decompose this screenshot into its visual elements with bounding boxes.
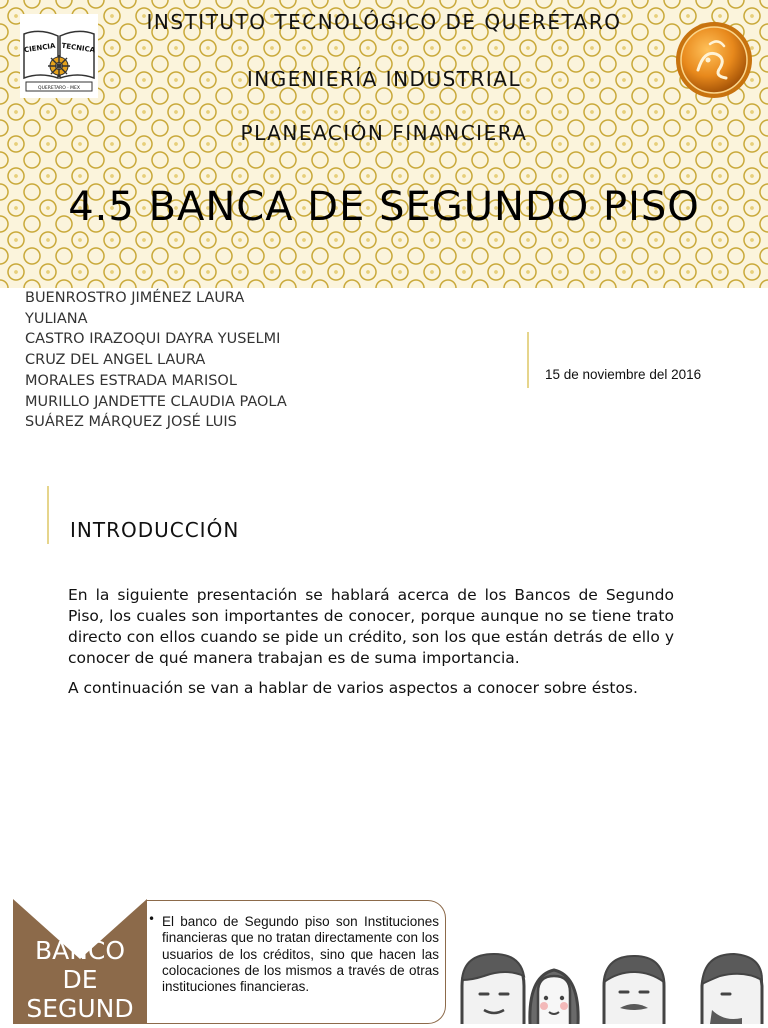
presentation-date: 15 de noviembre del 2016 — [545, 367, 702, 382]
author-name: CASTRO IRAZOQUI DAYRA YUSELMI — [25, 331, 281, 348]
man-mustache-icon — [604, 956, 664, 1024]
accent-divider — [527, 332, 529, 388]
author-name: BUENROSTRO JIMÉNEZ LAURA — [25, 290, 245, 306]
logo-text-queretaro: QUERETARO · MEX — [38, 86, 80, 91]
intro-paragraph: A continuación se van a hablar de varios aspectos a conocer sobre éstos. — [68, 679, 638, 697]
logo-text-ciencia: CIENCIA — [23, 41, 56, 55]
author-name: MORALES ESTRADA MARISOL — [25, 372, 237, 389]
career-name: INGENIERÍA INDUSTRIAL — [246, 67, 522, 91]
bank-label-line: BANCO — [34, 936, 126, 965]
bank-label-text — [0, 936, 160, 1023]
bullet-icon: • — [148, 912, 156, 926]
intro-body — [68, 585, 674, 708]
subject-name: PLANEACIÓN FINANCIERA — [240, 121, 528, 145]
author-name: YULIANA — [25, 310, 88, 327]
author-name: CRUZ DEL ANGEL LAURA — [25, 352, 206, 369]
woman-face-icon — [530, 970, 578, 1024]
intro-paragraph: En la siguiente presentación se hablará acerca de los Bancos de Segundo Piso, los cuales son importantes de conocer, porque aunque no se tiene trato directo con ellos cuando se pide un crédito, son los que están detrás de ello y conocer de qué manera trabajan es de suma importancia. — [68, 586, 674, 667]
bank-label-line: DE — [62, 965, 98, 994]
logo-text-tecnica: TECNICA — [61, 41, 96, 55]
accent-divider — [47, 486, 49, 544]
presentation-title: 4.5 BANCA DE SEGUNDO PISO — [68, 184, 700, 230]
bank-label-line: SEGUND — [26, 994, 134, 1023]
author-name: SUÁREZ MÁRQUEZ JOSÉ LUIS — [25, 414, 237, 431]
people-illustration — [454, 946, 768, 1024]
intro-heading: INTRODUCCIÓN — [70, 518, 240, 542]
author-list — [25, 288, 325, 433]
man-face-icon — [462, 954, 524, 1024]
man-profile-icon — [702, 954, 762, 1024]
institute-name: INSTITUTO TECNOLÓGICO DE QUERÉTARO — [146, 10, 622, 34]
definition-text: El banco de Segundo piso son Instituciones financieras que no tratan directamente con los usuarios de los créditos, sino que hacen las colocaciones de los mismos a través de otras instituciones financieras. — [162, 914, 439, 995]
author-name: MURILLO JANDETTE CLAUDIA PAOLA — [25, 393, 287, 410]
